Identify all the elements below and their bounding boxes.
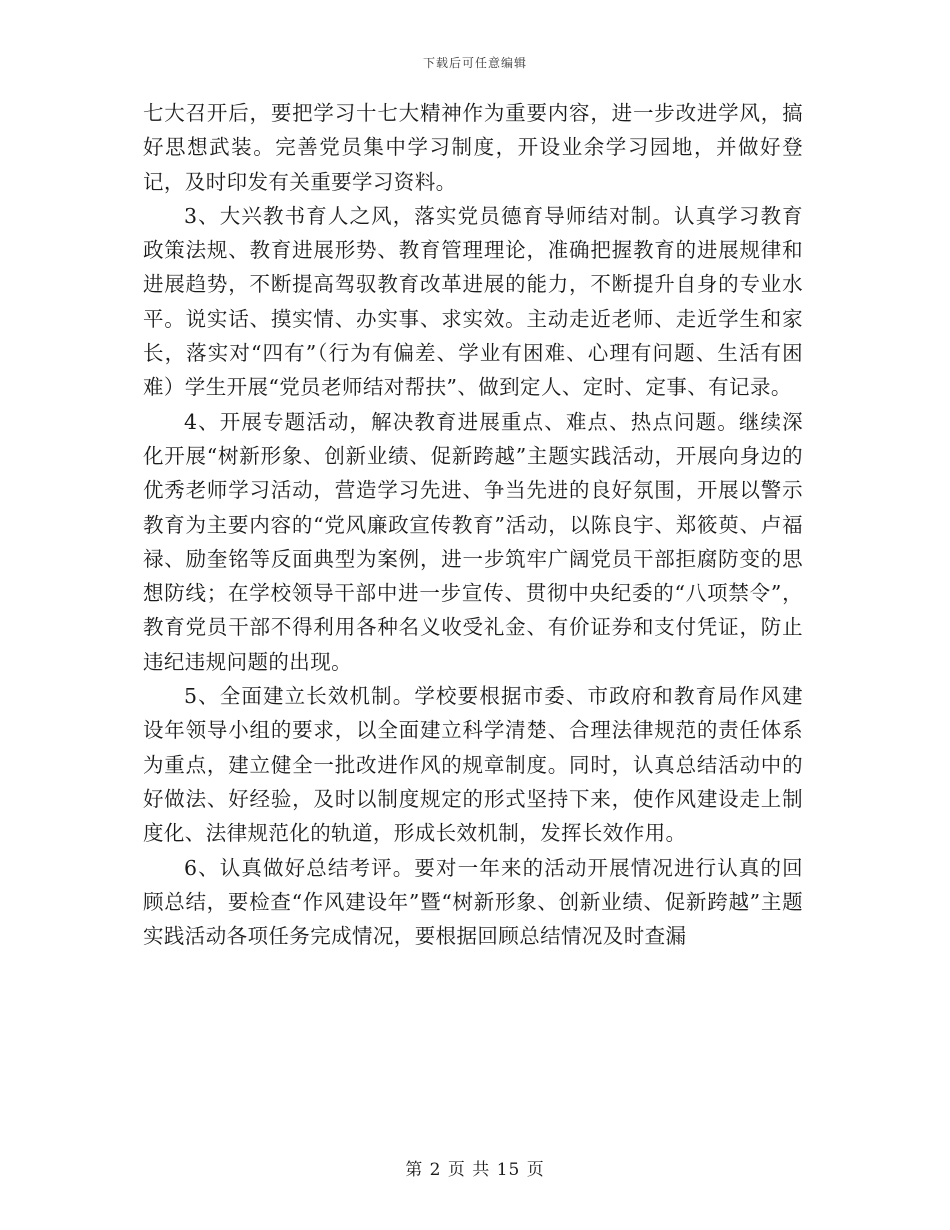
paragraph-3: 4、开展专题活动，解决教育进展重点、难点、热点问题。继续深化开展“树新形象、创新业绩、促新跨越”主题实践活动，开展向身边的优秀老师学习活动，营造学习先进、争当先进的良好氛围，开展以警示教育为主要内容的“党风廉政宣传教育”活动，以陈良宇、郑筱萸、卢福禄、励奎铭等反面典型为案例，进一步筑牢广阔党员干部拒腐防变的思想防线；在学校领导干部中进一步宣传、贯彻中央纪委的“八项禁令”，教育党员干部不得利用各种名义收受礼金、有价证券和支付凭证，防止违纪违规问题的出现。	[143, 409, 803, 674]
page-header-note: 下载后可任意编辑	[422, 56, 527, 70]
paragraph-2: 3、大兴教书育人之风，落实党员德育导师结对制。认真学习教育政策法规、教育进展形势、教育管理理论，准确把握教育的进展规律和进展趋势，不断提高驾驭教育改革进展的能力，不断提升自身的专业水平。说实话、摸实情、办实事、求实效。主动走近老师、走近学生和家长，落实对“四有”（行为有偏差、学业有困难、心理有问题、生活有困难）学生开展“党员老师结对帮扶”、做到定人、定时、定事、有记录。	[143, 203, 803, 400]
paragraph-5: 6、认真做好总结考评。要对一年来的活动开展情况进行认真的回顾总结，要检查“作风建设年”暨“树新形象、创新业绩、促新跨越”主题实践活动各项任务完成情况，要根据回顾总结情况及时查漏	[143, 855, 803, 949]
paragraph-4: 5、全面建立长效机制。学校要根据市委、市政府和教育局作风建设年领导小组的要求，以全面建立科学清楚、合理法律规范的责任体系为重点，建立健全一批改进作风的规章制度。同时，认真总结活动中的好做法、好经验，及时以制度规定的形式坚持下来，使作风建设走上制度化、法律规范化的轨道，形成长效机制，发挥长效作用。	[143, 684, 803, 846]
document-body	[143, 96, 803, 953]
paragraph-1: 七大召开后，要把学习十七大精神作为重要内容，进一步改进学风，搞好思想武装。完善党员集中学习制度，开设业余学习园地，并做好登记，及时印发有关重要学习资料。	[143, 101, 803, 194]
page-number-footer: 第 2 页 共 15 页	[405, 1160, 545, 1180]
